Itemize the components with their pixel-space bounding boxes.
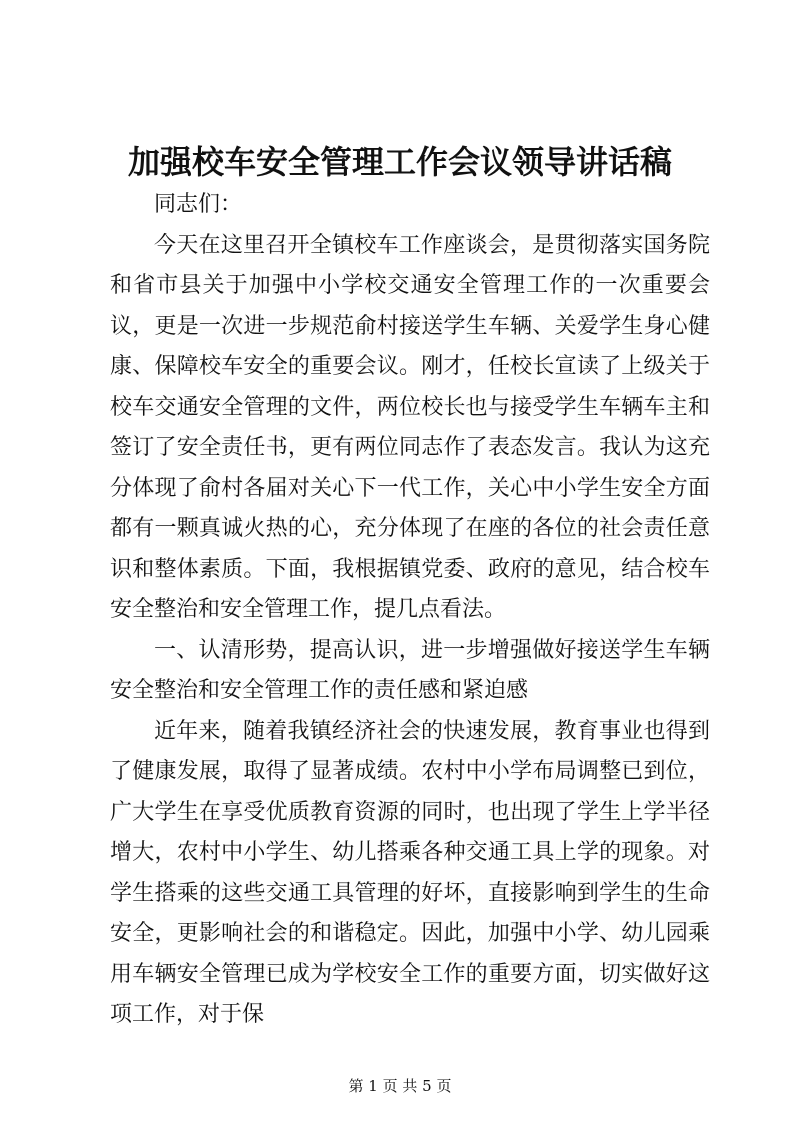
document-body — [110, 185, 710, 1036]
page-number-footer: 第 1 页 共 5 页 — [348, 1077, 452, 1095]
salutation-paragraph: 同志们： — [154, 192, 243, 217]
document-title: 加强校车安全管理工作会议领导讲话稿 — [127, 143, 672, 181]
intro-paragraph: 今天在这里召开全镇校车工作座谈会，是贯彻落实国务院和省市县关于加强中小学校交通安全管理工作的一次重要会议，更是一次进一步规范俞村接送学生车辆、关爱学生身心健康、保障校车安全的重要会议。刚才，任校长宣读了上级关于校车交通安全管理的文件，两位校长也与接受学生车辆车主和签订了安全责任书，更有两位同志作了表态发言。我认为这充分体现了俞村各届对关心下一代工作，关心中小学生安全方面都有一颗真诚火热的心，充分体现了在座的各位的社会责任意识和整体素质。下面，我根据镇党委、政府的意见，结合校车安全整治和安全管理工作，提几点看法。 — [110, 232, 710, 622]
body-paragraph: 近年来，随着我镇经济社会的快速发展，教育事业也得到了健康发展，取得了显著成绩。农村中小学布局调整已到位，广大学生在享受优质教育资源的同时，也出现了学生上学半径增大，农村中小学生、幼儿搭乘各种交通工具上学的现象。对学生搭乘的这些交通工具管理的好坏，直接影响到学生的生命安全，更影响社会的和谐稳定。因此，加强中小学、幼儿园乘用车辆安全管理已成为学校安全工作的重要方面，切实做好这项工作，对于保 — [110, 718, 710, 1027]
section-heading-paragraph: 一、认清形势，提高认识，进一步增强做好接送学生车辆安全整治和安全管理工作的责任感和紧迫感 — [110, 637, 710, 703]
